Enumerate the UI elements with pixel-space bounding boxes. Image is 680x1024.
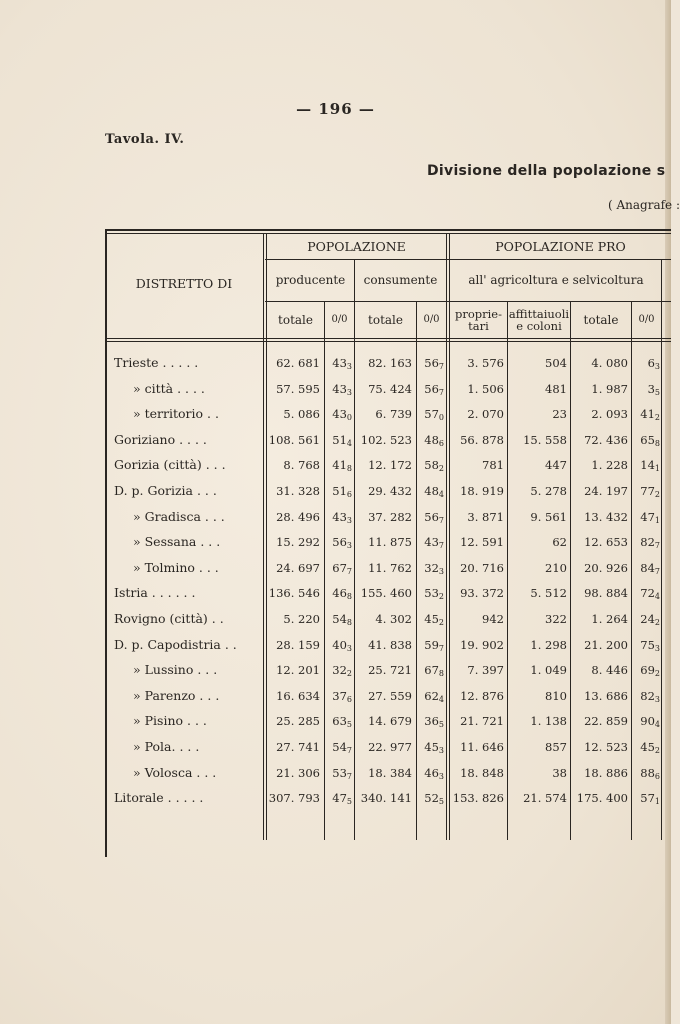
row-distretto: Istria . . . . . . (114, 585, 196, 601)
row-prod-tot: 5. 086 (283, 407, 320, 422)
row-prod-pct (325, 711, 352, 731)
pct-value: 6 (647, 356, 655, 370)
row-prod-pct (325, 686, 352, 706)
row-cons-tot: 27. 559 (368, 688, 412, 703)
row-prod-tot: 307. 793 (268, 791, 320, 806)
pct-value: 52 (424, 791, 439, 806)
header-consumente: consumente (363, 273, 438, 288)
row-distretto: D. p. Gorizia . . . (114, 483, 217, 498)
pct-value: 47 (640, 509, 655, 524)
pct-value: 43 (332, 381, 347, 396)
pct-value: 43 (424, 535, 439, 550)
pct-value: 58 (424, 458, 439, 473)
row-distretto: » Sessana . . . (133, 534, 221, 550)
pct-value: 37 (332, 688, 347, 703)
row-prop: 1. 506 (467, 381, 504, 396)
row-prod-tot: 136. 546 (268, 586, 320, 601)
table-label: Tavola. IV. (105, 132, 185, 147)
row-affitt: 21. 574 (523, 791, 567, 806)
row-prop: 12. 876 (460, 688, 504, 703)
pct-decimal: 4 (654, 592, 660, 602)
row-prop: 11. 646 (460, 740, 504, 754)
pct-decimal: 7 (438, 541, 444, 551)
pct-value: 63 (332, 714, 347, 729)
header-popolazione: POPOLAZIONE (307, 238, 406, 254)
row-distretto: » Pola. . . . (133, 739, 200, 754)
row-prod-tot: 25. 285 (276, 714, 320, 729)
pct-decimal: 8 (438, 669, 444, 679)
pct-decimal: 2 (654, 746, 660, 755)
row-distretto: » Lussino . . . (133, 662, 218, 678)
pct-value: 56 (424, 381, 439, 396)
pct-value: 43 (332, 407, 347, 422)
row-agr-tot: 98. 884 (584, 586, 628, 601)
row-agr-tot: 13. 432 (584, 509, 628, 524)
row-agr-tot: 175. 400 (576, 791, 628, 806)
pct-decimal: 7 (438, 643, 444, 653)
row-prop: 20. 716 (460, 560, 504, 575)
row-prop: 18. 848 (460, 765, 504, 780)
pct-value: 77 (640, 484, 655, 498)
pct-decimal: 6 (346, 490, 352, 499)
row-affitt: 62 (552, 535, 567, 550)
row-affitt: 38 (552, 765, 567, 780)
row-agr-pct (632, 763, 660, 783)
pct-decimal: 3 (438, 746, 444, 755)
row-prop: 56. 878 (460, 432, 504, 447)
pct-value: 65 (640, 432, 655, 447)
pct-decimal: 0 (438, 413, 444, 423)
row-cons-tot: 14. 679 (368, 714, 412, 729)
row-prod-pct (325, 379, 352, 399)
row-cons-pct (417, 507, 444, 527)
row-cons-pct (417, 660, 444, 680)
pct-decimal: 7 (654, 566, 660, 576)
pct-value: 59 (424, 637, 439, 652)
row-agr-pct (632, 481, 660, 501)
pct-value: 45 (640, 740, 655, 754)
pct-decimal: 8 (346, 592, 352, 602)
pct-decimal: 3 (346, 387, 352, 397)
pct-decimal: 3 (654, 694, 660, 704)
row-affitt: 15. 558 (523, 432, 567, 447)
table-title: Divisione della popolazione s (427, 163, 666, 179)
pct-value: 67 (424, 663, 439, 678)
row-affitt: 504 (545, 356, 567, 370)
header-pct-cons: 0/0 (423, 313, 440, 325)
pct-value: 62 (424, 688, 439, 703)
row-prop: 7. 397 (467, 663, 504, 678)
row-prod-pct (325, 455, 352, 475)
row-agr-pct (632, 737, 660, 757)
row-prod-pct (325, 609, 352, 629)
pct-value: 43 (332, 509, 347, 524)
row-prop: 3. 576 (467, 356, 504, 370)
row-cons-pct (417, 711, 444, 731)
row-distretto: » Gradisca . . . (133, 508, 225, 524)
row-prod-tot: 62. 681 (276, 356, 320, 370)
pct-decimal: 7 (346, 746, 352, 755)
pct-value: 40 (332, 637, 347, 652)
pct-value: 14 (640, 458, 655, 473)
pct-decimal: 2 (654, 413, 660, 423)
row-cons-tot: 340. 141 (360, 791, 412, 806)
pct-decimal: 1 (654, 464, 660, 474)
row-prod-pct (325, 788, 352, 808)
row-agr-tot: 1. 228 (591, 458, 628, 473)
pct-decimal: 2 (438, 618, 444, 627)
pct-value: 69 (640, 663, 655, 678)
row-prod-tot: 21. 306 (276, 765, 320, 780)
row-prod-pct (325, 481, 352, 501)
row-prod-tot: 5. 220 (283, 612, 320, 626)
page-number: — 196 — (296, 100, 375, 118)
pct-decimal: 7 (438, 387, 444, 397)
row-cons-tot: 18. 384 (368, 765, 412, 780)
row-agr-tot: 18. 886 (584, 765, 628, 780)
row-distretto: D. p. Capodistria . . (114, 636, 237, 652)
pct-decimal: 6 (654, 771, 660, 781)
pct-decimal: 6 (346, 694, 352, 704)
row-prod-pct (325, 404, 352, 424)
row-cons-tot: 25. 721 (368, 663, 412, 678)
pct-value: 72 (640, 586, 655, 601)
header-affittaiuoli: affittaiuoli e coloni (508, 306, 570, 333)
row-distretto: » territorio . . (133, 406, 219, 422)
col-divider-pop-pro (446, 234, 447, 840)
row-cons-tot: 6. 739 (375, 407, 412, 422)
pct-decimal: 7 (438, 515, 444, 525)
row-agr-pct (632, 686, 660, 706)
row-agr-pct (632, 711, 660, 731)
row-agr-tot: 1. 987 (591, 381, 628, 396)
row-affitt: 1. 138 (530, 714, 567, 729)
row-prod-tot: 28. 496 (276, 509, 320, 524)
pct-decimal: 2 (654, 669, 660, 679)
row-agr-pct (632, 635, 660, 655)
pct-decimal: 3 (346, 541, 352, 551)
row-agr-tot: 24. 197 (584, 484, 628, 498)
pct-value: 47 (332, 791, 347, 806)
header-bottom-rule (105, 338, 671, 339)
row-affitt: 5. 278 (530, 484, 567, 498)
row-affitt: 1. 298 (530, 637, 567, 652)
row-cons-tot: 102. 523 (360, 432, 412, 447)
pct-decimal: 3 (438, 566, 444, 576)
pct-value: 57 (640, 791, 655, 806)
pct-value: 48 (424, 432, 439, 447)
row-cons-tot: 82. 163 (368, 356, 412, 370)
left-border (105, 229, 107, 857)
row-agr-pct (632, 379, 660, 399)
row-prod-tot: 27. 741 (276, 740, 320, 754)
table-subtitle: ( Anagrafe : (608, 198, 680, 212)
pct-decimal: 2 (654, 490, 660, 499)
row-prop: 12. 591 (460, 535, 504, 550)
pct-value: 51 (332, 484, 347, 498)
pct-decimal: 5 (346, 720, 352, 730)
pct-decimal: 4 (438, 490, 444, 499)
row-cons-pct (417, 532, 444, 552)
row-cons-tot: 29. 432 (368, 484, 412, 498)
row-prod-pct (325, 558, 352, 578)
row-agr-pct (632, 583, 660, 603)
row-cons-tot: 11. 762 (368, 560, 412, 575)
row-affitt: 322 (545, 612, 567, 626)
pct-decimal: 2 (438, 464, 444, 474)
row-affitt: 9. 561 (530, 509, 567, 524)
row-prop: 19. 902 (460, 637, 504, 652)
pct-value: 43 (332, 356, 347, 370)
pct-value: 24 (640, 612, 655, 626)
row-distretto: » Parenzo . . . (133, 687, 220, 703)
row-cons-pct (417, 379, 444, 399)
pct-value: 54 (332, 740, 347, 754)
row-agr-tot: 12. 523 (584, 740, 628, 754)
row-distretto: Litorale . . . . . (114, 790, 204, 806)
pct-decimal: 6 (438, 438, 444, 448)
statistics-table (105, 229, 671, 857)
row-prop: 18. 919 (460, 484, 504, 498)
row-prop: 21. 721 (460, 714, 504, 729)
row-agr-pct (632, 660, 660, 680)
pct-decimal: 0 (346, 413, 352, 423)
header-totale-cons: totale (368, 312, 403, 327)
col-divider-right (661, 260, 662, 840)
pct-value: 32 (424, 560, 439, 575)
row-agr-pct (632, 430, 660, 450)
pct-value: 46 (424, 765, 439, 780)
pct-decimal: 5 (438, 720, 444, 730)
pct-value: 57 (424, 407, 439, 422)
row-affitt: 23 (552, 407, 567, 422)
pct-decimal: 3 (346, 643, 352, 653)
pct-value: 41 (640, 407, 655, 422)
row-prop: 3. 871 (467, 509, 504, 524)
row-cons-tot: 12. 172 (368, 458, 412, 473)
row-prod-tot: 15. 292 (276, 535, 320, 550)
header-distretto: DISTRETTO DI (135, 276, 233, 292)
row-agr-pct (632, 404, 660, 424)
pct-value: 56 (424, 509, 439, 524)
pct-decimal: 8 (654, 438, 660, 448)
row-distretto: » Tolmino . . . (133, 559, 219, 575)
pct-value: 32 (332, 663, 347, 678)
row-agr-pct (632, 558, 660, 578)
row-agr-tot: 8. 446 (591, 663, 628, 678)
pct-decimal: 7 (346, 566, 352, 576)
row-prod-pct (325, 430, 352, 450)
row-agr-tot: 21. 200 (584, 637, 628, 652)
row-prod-pct (325, 507, 352, 527)
pct-decimal: 5 (438, 797, 444, 807)
row-prod-pct (325, 532, 352, 552)
header-bottom-rule-2 (105, 341, 671, 342)
table-top-rule (105, 229, 671, 231)
pct-decimal: 7 (438, 362, 444, 371)
header-popolazione-pro: POPOLAZIONE PRO (495, 238, 626, 254)
pct-decimal: 2 (438, 592, 444, 602)
row-distretto: Rovigno (città) . . (114, 611, 224, 626)
row-affitt: 5. 512 (530, 586, 567, 601)
row-distretto: Trieste . . . . . (114, 355, 199, 370)
row-cons-pct (417, 788, 444, 808)
row-agr-tot: 2. 093 (591, 407, 628, 422)
pct-value: 67 (332, 560, 347, 575)
row-agr-pct (632, 353, 660, 373)
row-cons-pct (417, 763, 444, 783)
row-cons-tot: 37. 282 (368, 509, 412, 524)
row-agr-pct (632, 532, 660, 552)
pct-decimal: 2 (346, 669, 352, 679)
row-distretto: Gorizia (città) . . . (114, 457, 226, 473)
pct-value: 88 (640, 765, 655, 780)
row-prop: 93. 372 (460, 586, 504, 601)
pct-value: 53 (424, 586, 439, 601)
pct-decimal: 8 (346, 618, 352, 627)
col-divider-distretto (263, 234, 264, 840)
header-totale-prod: totale (278, 312, 313, 327)
pct-value: 82 (640, 535, 655, 550)
pct-value: 45 (424, 740, 439, 754)
pct-value: 84 (640, 560, 655, 575)
row-agr-tot: 4. 080 (591, 356, 628, 370)
row-cons-tot: 41. 838 (368, 637, 412, 652)
row-cons-pct (417, 583, 444, 603)
pct-decimal: 7 (346, 771, 352, 781)
header-pct-prod: 0/0 (331, 313, 348, 325)
row-distretto: » Volosca . . . (133, 764, 217, 780)
row-agr-tot: 1. 264 (591, 612, 628, 626)
pct-decimal: 5 (346, 797, 352, 807)
row-prod-tot: 8. 768 (283, 458, 320, 473)
header-totale-agr: totale (583, 312, 619, 327)
pct-value: 53 (332, 765, 347, 780)
row-prod-pct (325, 660, 352, 680)
pct-decimal: 3 (654, 362, 660, 371)
row-cons-pct (417, 404, 444, 424)
row-cons-tot: 22. 977 (368, 740, 412, 754)
row-agr-pct (632, 455, 660, 475)
pct-value: 46 (332, 586, 347, 601)
pct-value: 36 (424, 714, 439, 729)
row-cons-pct (417, 481, 444, 501)
row-prod-tot: 28. 159 (276, 637, 320, 652)
row-agr-pct (632, 788, 660, 808)
pct-value: 51 (332, 432, 347, 447)
row-prod-pct (325, 583, 352, 603)
header-pct-agr: 0/0 (638, 313, 655, 325)
pct-value: 56 (332, 535, 347, 550)
row-distretto: » Pisino . . . (133, 713, 207, 729)
row-agr-tot: 20. 926 (584, 560, 628, 575)
pct-value: 75 (640, 637, 655, 652)
row-cons-pct (417, 455, 444, 475)
pct-value: 56 (424, 356, 439, 370)
row-prod-tot: 12. 201 (276, 663, 320, 678)
pct-decimal: 3 (346, 515, 352, 525)
row-prod-tot: 16. 634 (276, 688, 320, 703)
row-prod-pct (325, 737, 352, 757)
row-distretto: Goriziano . . . . (114, 431, 207, 447)
header-agricoltura: all' agricoltura e selvicoltura (468, 273, 644, 288)
pct-value: 54 (332, 612, 347, 626)
row-prop: 942 (482, 612, 504, 626)
row-cons-pct (417, 430, 444, 450)
row-affitt: 1. 049 (530, 663, 567, 678)
row-cons-pct (417, 353, 444, 373)
row-affitt: 481 (545, 381, 567, 396)
pct-decimal: 4 (346, 438, 352, 448)
row-agr-tot: 72. 436 (584, 432, 628, 447)
row-prod-tot: 108. 561 (268, 432, 320, 447)
pct-decimal: 5 (654, 387, 660, 397)
row-cons-pct (417, 635, 444, 655)
pct-value: 90 (640, 714, 655, 729)
pct-value: 48 (424, 484, 439, 498)
pct-decimal: 1 (654, 797, 660, 807)
row-prod-pct (325, 635, 352, 655)
pct-decimal: 8 (346, 464, 352, 474)
row-prod-tot: 57. 595 (276, 381, 320, 396)
row-agr-tot: 12. 653 (584, 535, 628, 550)
row-prop: 2. 070 (467, 407, 504, 422)
row-cons-pct (417, 737, 444, 757)
header-proprietari: proprie- tari (454, 306, 502, 333)
pct-value: 3 (647, 381, 655, 396)
row-cons-tot: 75. 424 (368, 381, 412, 396)
row-prod-tot: 24. 697 (276, 560, 320, 575)
row-affitt: 210 (545, 560, 567, 575)
header-producente: producente (275, 273, 346, 288)
row-prod-pct (325, 353, 352, 373)
pct-decimal: 4 (438, 694, 444, 704)
row-agr-tot: 13. 686 (584, 688, 628, 703)
row-prod-pct (325, 763, 352, 783)
pct-decimal: 4 (654, 720, 660, 730)
pct-value: 82 (640, 688, 655, 703)
row-cons-pct (417, 686, 444, 706)
row-cons-tot: 11. 875 (368, 535, 412, 550)
row-agr-pct (632, 507, 660, 527)
row-cons-tot: 155. 460 (360, 586, 412, 601)
pct-value: 45 (424, 612, 439, 626)
row-affitt: 447 (545, 458, 567, 473)
row-prod-tot: 31. 328 (276, 484, 320, 498)
row-cons-pct (417, 609, 444, 629)
pct-decimal: 3 (438, 771, 444, 781)
row-prop: 781 (482, 458, 504, 473)
row-affitt: 810 (545, 688, 567, 703)
pct-decimal: 7 (654, 541, 660, 551)
pct-decimal: 1 (654, 515, 660, 525)
row-agr-pct (632, 609, 660, 629)
row-cons-tot: 4. 302 (375, 612, 412, 626)
pct-value: 41 (332, 458, 347, 473)
row-distretto: » città . . . . (133, 380, 205, 396)
pct-decimal: 2 (654, 618, 660, 627)
row-cons-pct (417, 558, 444, 578)
row-affitt: 857 (545, 740, 567, 754)
pct-decimal: 3 (654, 643, 660, 653)
row-prop: 153. 826 (452, 791, 504, 806)
row-agr-tot: 22. 859 (584, 714, 628, 729)
pct-decimal: 3 (346, 362, 352, 371)
